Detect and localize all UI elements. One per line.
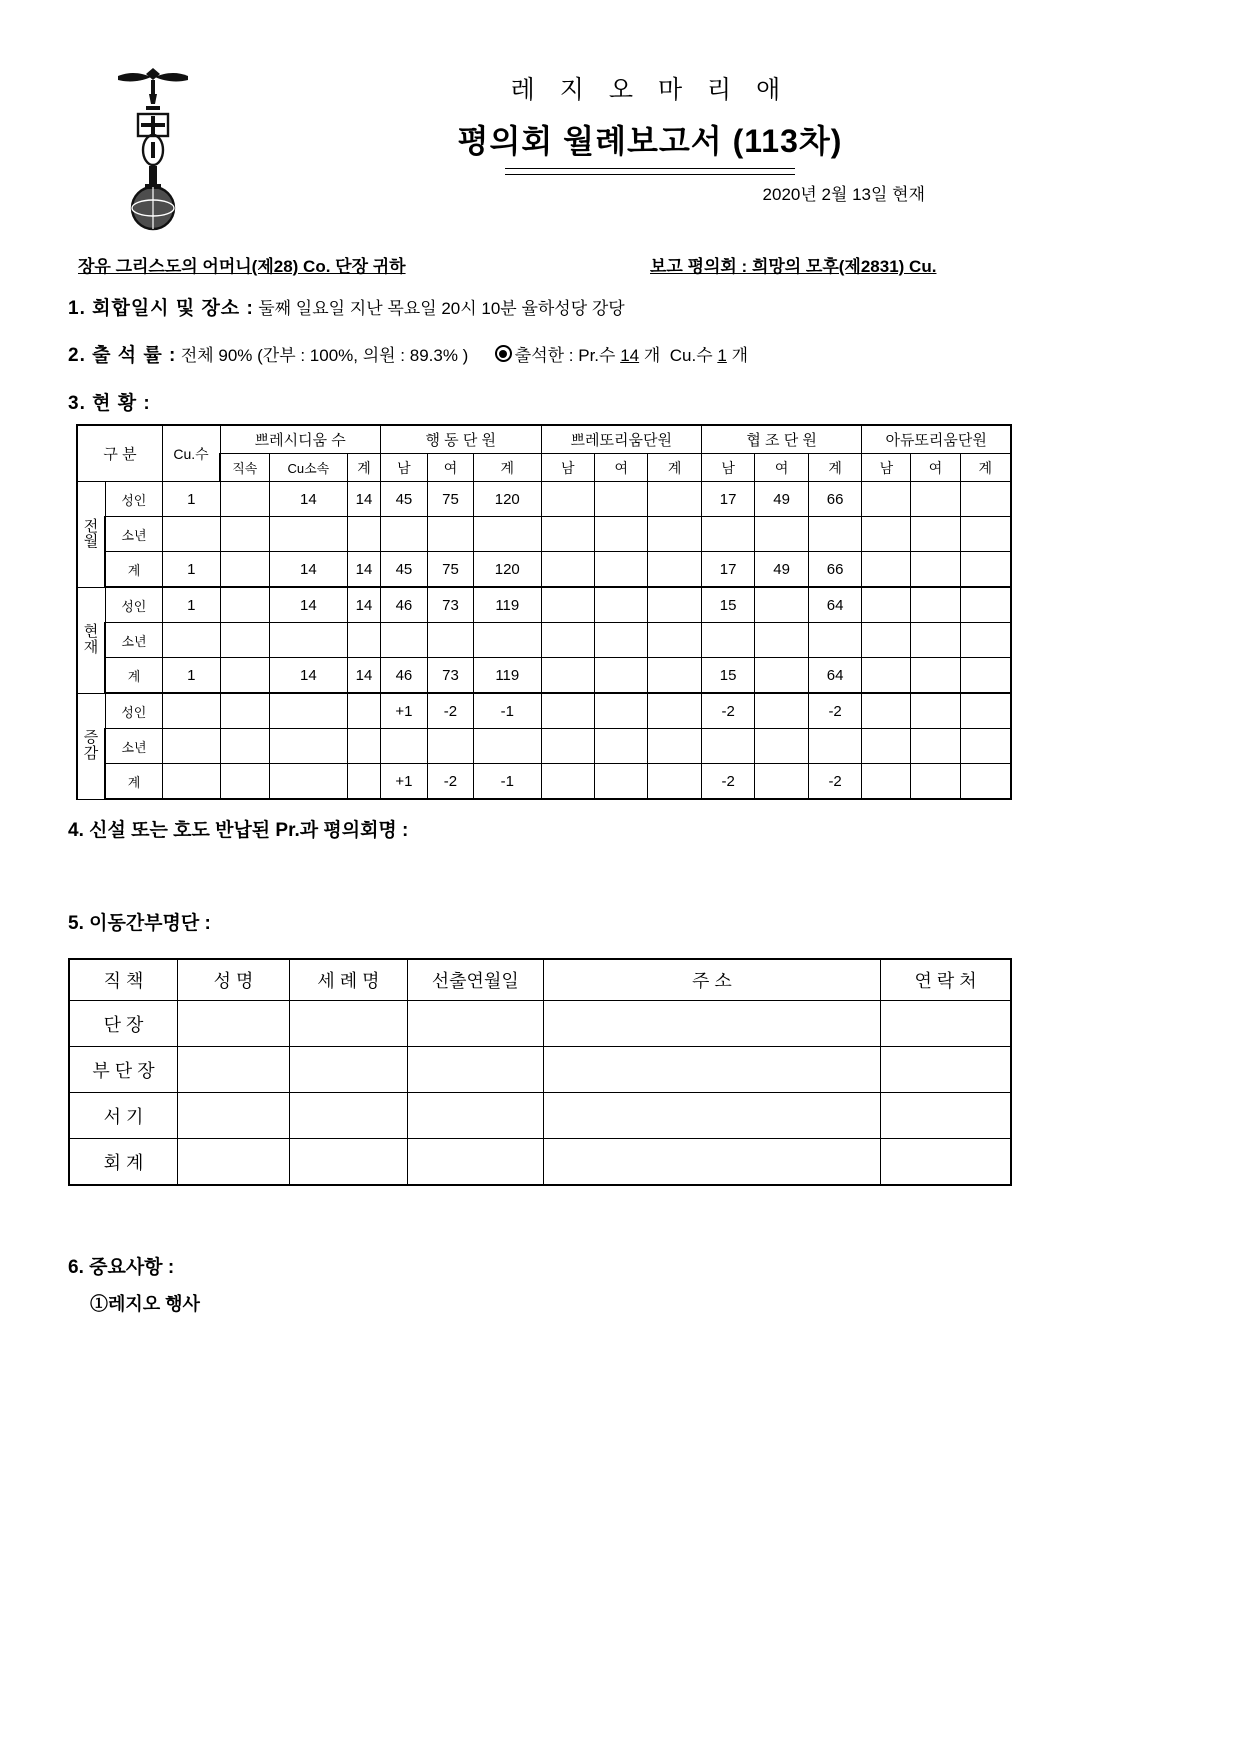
table-cell — [269, 729, 348, 764]
table-cell: 119 — [473, 658, 541, 694]
table-cell — [163, 764, 221, 800]
table-cell: -2 — [427, 693, 473, 729]
table-cell — [541, 729, 594, 764]
pr-count-unit: 개 — [643, 346, 661, 365]
header-group-presidium: 쁘레시디움 수 — [220, 425, 380, 454]
table-cell: -2 — [427, 764, 473, 800]
table-cell: +1 — [380, 693, 427, 729]
row-type-label: 성인 — [105, 482, 163, 517]
header-group-praetorium: 쁘레또리움단원 — [541, 425, 701, 454]
table-cell[interactable] — [178, 1047, 290, 1093]
table-row — [77, 693, 1011, 729]
table-cell — [220, 482, 269, 517]
cu-count-unit: 개 — [731, 346, 748, 365]
table-cell — [960, 482, 1011, 517]
table-row — [69, 1093, 1011, 1139]
item-6-label: 6. 중요사항 : — [68, 1257, 175, 1278]
row-type-label: 계 — [105, 658, 163, 694]
table-cell — [595, 729, 648, 764]
table-row — [77, 587, 1011, 623]
table-row — [77, 552, 1011, 588]
table-cell: 1 — [163, 482, 221, 517]
table-cell: 17 — [701, 482, 754, 517]
table-cell — [911, 623, 960, 658]
table-row — [77, 517, 1011, 552]
table-cell — [220, 587, 269, 623]
table-cell — [862, 729, 911, 764]
table-cell: 14 — [269, 552, 348, 588]
table-cell — [911, 658, 960, 694]
table-cell — [380, 517, 427, 552]
table-cell — [701, 729, 754, 764]
table-cell — [380, 729, 427, 764]
as-of-date: 2020년 2월 13일 현재 — [762, 185, 925, 204]
table-cell — [648, 517, 701, 552]
table-cell — [911, 587, 960, 623]
table-cell — [220, 729, 269, 764]
table-header-row — [69, 959, 1011, 1001]
table-cell — [541, 587, 594, 623]
table-cell[interactable] — [290, 1139, 408, 1186]
header-group-adjutorium: 아듀또리움단원 — [862, 425, 1011, 454]
table-cell[interactable] — [407, 1093, 543, 1139]
table-cell — [862, 552, 911, 588]
table-row — [77, 729, 1011, 764]
table-cell — [269, 693, 348, 729]
table-cell: 66 — [808, 552, 862, 588]
header-sub-auxiliary-f: 여 — [755, 454, 808, 482]
header-sub-praetorium-m: 남 — [541, 454, 594, 482]
table-cell: 14 — [348, 552, 381, 588]
table-cell — [220, 764, 269, 800]
table-cell: 15 — [701, 658, 754, 694]
organization-name: 레 지 오 마 리 애 — [510, 76, 790, 104]
table-cell: 15 — [701, 587, 754, 623]
table-row — [77, 764, 1011, 800]
status-table-body — [77, 482, 1011, 800]
table-cell — [648, 552, 701, 588]
table-cell[interactable] — [881, 1093, 1011, 1139]
column-header: 성 명 — [178, 959, 290, 1001]
table-cell: 1 — [163, 587, 221, 623]
table-cell — [541, 693, 594, 729]
item-1-label: 1. 회합일시 및 장소 : — [68, 298, 254, 319]
table-cell — [473, 623, 541, 658]
table-cell — [269, 764, 348, 800]
header-sub-presidium-total: 계 — [348, 454, 381, 482]
table-cell — [163, 517, 221, 552]
table-cell — [348, 623, 381, 658]
status-table — [76, 424, 1012, 800]
table-cell — [427, 517, 473, 552]
table-cell — [648, 623, 701, 658]
radio-selected-icon[interactable] — [495, 345, 512, 362]
table-cell — [755, 658, 808, 694]
item-2-attendance — [68, 340, 748, 367]
table-cell — [541, 517, 594, 552]
table-cell — [862, 693, 911, 729]
table-cell — [541, 552, 594, 588]
table-cell — [862, 517, 911, 552]
table-cell[interactable] — [290, 1093, 408, 1139]
header-gubun: 구 분 — [77, 425, 163, 482]
item-2-attend-label: 출석한 : Pr.수 — [514, 346, 616, 365]
table-cell: 66 — [808, 482, 862, 517]
table-cell: 120 — [473, 482, 541, 517]
document-header — [0, 0, 1240, 204]
header-sub-adjutorium-m: 남 — [862, 454, 911, 482]
table-cell — [595, 517, 648, 552]
row-type-label: 계 — [105, 764, 163, 800]
row-group-label: 증 감 — [77, 693, 105, 799]
table-row — [69, 1047, 1011, 1093]
table-cell[interactable] — [881, 1139, 1011, 1186]
table-cell[interactable] — [543, 1047, 881, 1093]
header-sub-active-f: 여 — [427, 454, 473, 482]
table-cell[interactable] — [543, 1093, 881, 1139]
table-cell — [862, 764, 911, 800]
page-title: 평의회 월례보고서 (113차) — [457, 123, 843, 159]
table-cell: -1 — [473, 764, 541, 800]
item-2-label: 2. 출 석 률 : — [68, 345, 177, 366]
reporting-council: 보고 평의회 : 희망의 모후(제2831) Cu. — [650, 257, 937, 276]
item-3-label: 3. 현 황 : — [68, 393, 151, 414]
table-cell: 64 — [808, 587, 862, 623]
header-sub-active-total: 계 — [473, 454, 541, 482]
table-cell: 46 — [380, 587, 427, 623]
table-cell: 17 — [701, 552, 754, 588]
cu-count-label: Cu.수 — [669, 346, 713, 365]
table-cell — [595, 764, 648, 800]
table-cell — [163, 693, 221, 729]
table-cell — [541, 482, 594, 517]
table-cell — [163, 623, 221, 658]
table-cell — [960, 693, 1011, 729]
table-cell — [808, 517, 862, 552]
table-cell: -1 — [473, 693, 541, 729]
table-cell — [960, 729, 1011, 764]
table-cell — [911, 482, 960, 517]
table-cell — [269, 623, 348, 658]
item-5-label: 5. 이동간부명단 : — [68, 913, 211, 934]
table-cell — [595, 552, 648, 588]
table-cell — [862, 623, 911, 658]
table-cell[interactable] — [881, 1047, 1011, 1093]
table-cell — [701, 623, 754, 658]
table-cell — [220, 552, 269, 588]
column-header: 선출연월일 — [407, 959, 543, 1001]
row-group-label: 전 월 — [77, 482, 105, 588]
table-cell — [648, 482, 701, 517]
table-cell: 75 — [427, 482, 473, 517]
table-cell — [755, 517, 808, 552]
table-cell — [220, 693, 269, 729]
table-cell — [473, 729, 541, 764]
table-cell — [648, 693, 701, 729]
pr-count-value: 14 — [620, 346, 640, 365]
table-cell[interactable] — [407, 1001, 543, 1047]
table-cell — [862, 482, 911, 517]
table-row — [69, 1139, 1011, 1186]
row-group-label: 현 재 — [77, 587, 105, 693]
header-sub-auxiliary-m: 남 — [701, 454, 754, 482]
table-cell — [541, 658, 594, 694]
table-cell: 73 — [427, 587, 473, 623]
table-cell[interactable] — [543, 1001, 881, 1047]
table-cell — [427, 729, 473, 764]
table-cell[interactable] — [178, 1093, 290, 1139]
table-cell: 14 — [269, 587, 348, 623]
table-cell: 14 — [269, 482, 348, 517]
table-cell — [648, 587, 701, 623]
row-type-label: 계 — [105, 552, 163, 588]
attendance-radio-group[interactable] — [473, 346, 748, 365]
table-row — [69, 1001, 1011, 1047]
addressee-to: 장유 그리스도의 어머니(제28) Co. 단장 귀하 — [78, 257, 406, 276]
table-cell — [595, 658, 648, 694]
title-divider — [505, 168, 795, 175]
table-cell[interactable] — [881, 1001, 1011, 1047]
table-cell[interactable] — [178, 1001, 290, 1047]
officer-change-table — [68, 958, 1012, 1186]
table-cell — [348, 764, 381, 800]
table-cell[interactable] — [407, 1047, 543, 1093]
table-row — [77, 658, 1011, 694]
table-cell[interactable] — [543, 1139, 881, 1186]
status-table-header-row-1 — [77, 425, 1011, 454]
table-cell[interactable] — [407, 1139, 543, 1186]
table-cell — [648, 764, 701, 800]
table-row — [77, 482, 1011, 517]
table-cell — [911, 517, 960, 552]
table-cell — [755, 729, 808, 764]
table-cell: 75 — [427, 552, 473, 588]
table-row — [77, 623, 1011, 658]
table-cell: 14 — [348, 587, 381, 623]
table-cell — [220, 658, 269, 694]
officer-role-label: 회 계 — [69, 1139, 178, 1186]
table-cell — [163, 729, 221, 764]
header-sub-presidium-direct: 직속 — [220, 454, 269, 482]
row-type-label: 소년 — [105, 623, 163, 658]
table-cell: 14 — [269, 658, 348, 694]
table-cell: -2 — [808, 693, 862, 729]
table-cell: 49 — [755, 552, 808, 588]
table-cell: 14 — [348, 482, 381, 517]
row-type-label: 성인 — [105, 693, 163, 729]
table-cell — [220, 517, 269, 552]
table-cell — [960, 764, 1011, 800]
table-cell: 1 — [163, 552, 221, 588]
table-cell — [648, 729, 701, 764]
table-cell: 46 — [380, 658, 427, 694]
table-cell: 45 — [380, 482, 427, 517]
table-cell — [960, 658, 1011, 694]
table-cell — [595, 623, 648, 658]
table-cell — [648, 658, 701, 694]
header-group-active: 행 동 단 원 — [380, 425, 541, 454]
table-cell: 49 — [755, 482, 808, 517]
table-cell — [380, 623, 427, 658]
table-cell — [960, 623, 1011, 658]
column-header: 직 책 — [69, 959, 178, 1001]
row-type-label: 소년 — [105, 729, 163, 764]
table-cell — [911, 693, 960, 729]
header-group-auxiliary: 협 조 단 원 — [701, 425, 861, 454]
table-cell: -2 — [701, 693, 754, 729]
header-sub-active-m: 남 — [380, 454, 427, 482]
column-header: 주 소 — [543, 959, 881, 1001]
table-cell: 45 — [380, 552, 427, 588]
table-cell — [808, 623, 862, 658]
officer-role-label: 단 장 — [69, 1001, 178, 1047]
table-cell[interactable] — [178, 1139, 290, 1186]
table-cell[interactable] — [290, 1047, 408, 1093]
header-sub-presidium-cu: Cu소속 — [269, 454, 348, 482]
officer-role-label: 부 단 장 — [69, 1047, 178, 1093]
legion-of-mary-emblem-icon — [108, 62, 198, 232]
table-cell — [701, 517, 754, 552]
table-cell: +1 — [380, 764, 427, 800]
table-cell — [348, 693, 381, 729]
item-6-sub-1: ①레지오 행사 — [90, 1294, 200, 1314]
item-4-label: 4. 신설 또는 호도 반납된 Pr.과 평의회명 : — [68, 820, 409, 841]
table-cell — [541, 623, 594, 658]
table-cell — [595, 482, 648, 517]
officer-change-table-body — [69, 959, 1011, 1185]
table-cell — [862, 587, 911, 623]
table-cell — [960, 587, 1011, 623]
header-cu-count: Cu.수 — [163, 425, 221, 482]
table-cell — [755, 764, 808, 800]
officer-role-label: 서 기 — [69, 1093, 178, 1139]
table-cell — [808, 729, 862, 764]
table-cell — [911, 764, 960, 800]
table-cell — [427, 623, 473, 658]
table-cell — [862, 658, 911, 694]
cu-count-value: 1 — [717, 346, 727, 365]
row-type-label: 소년 — [105, 517, 163, 552]
header-sub-adjutorium-f: 여 — [911, 454, 960, 482]
item-1-meeting — [68, 293, 625, 320]
table-cell — [348, 729, 381, 764]
table-cell: -2 — [701, 764, 754, 800]
table-cell — [960, 517, 1011, 552]
table-cell: 1 — [163, 658, 221, 694]
table-cell — [473, 517, 541, 552]
table-cell — [755, 623, 808, 658]
title-block — [330, 70, 970, 175]
header-sub-adjutorium-total: 계 — [960, 454, 1011, 482]
table-cell: 119 — [473, 587, 541, 623]
table-cell — [911, 729, 960, 764]
table-cell — [755, 587, 808, 623]
table-cell[interactable] — [290, 1001, 408, 1047]
column-header: 연 락 처 — [881, 959, 1011, 1001]
table-cell: 120 — [473, 552, 541, 588]
header-sub-praetorium-total: 계 — [648, 454, 701, 482]
item-2-value: 전체 90% (간부 : 100%, 의원 : 89.3% ) — [180, 346, 469, 365]
header-sub-auxiliary-total: 계 — [808, 454, 862, 482]
item-1-value: 둘째 일요일 지난 목요일 20시 10분 율하성당 강당 — [258, 299, 625, 318]
table-cell — [960, 552, 1011, 588]
column-header: 세 례 명 — [290, 959, 408, 1001]
table-cell — [220, 623, 269, 658]
table-cell — [755, 693, 808, 729]
table-cell — [269, 517, 348, 552]
table-cell: 64 — [808, 658, 862, 694]
table-cell — [911, 552, 960, 588]
table-cell — [595, 693, 648, 729]
header-sub-praetorium-f: 여 — [595, 454, 648, 482]
table-cell: 73 — [427, 658, 473, 694]
row-type-label: 성인 — [105, 587, 163, 623]
table-cell — [541, 764, 594, 800]
table-cell: 14 — [348, 658, 381, 694]
table-cell — [348, 517, 381, 552]
table-cell: -2 — [808, 764, 862, 800]
table-cell — [595, 587, 648, 623]
